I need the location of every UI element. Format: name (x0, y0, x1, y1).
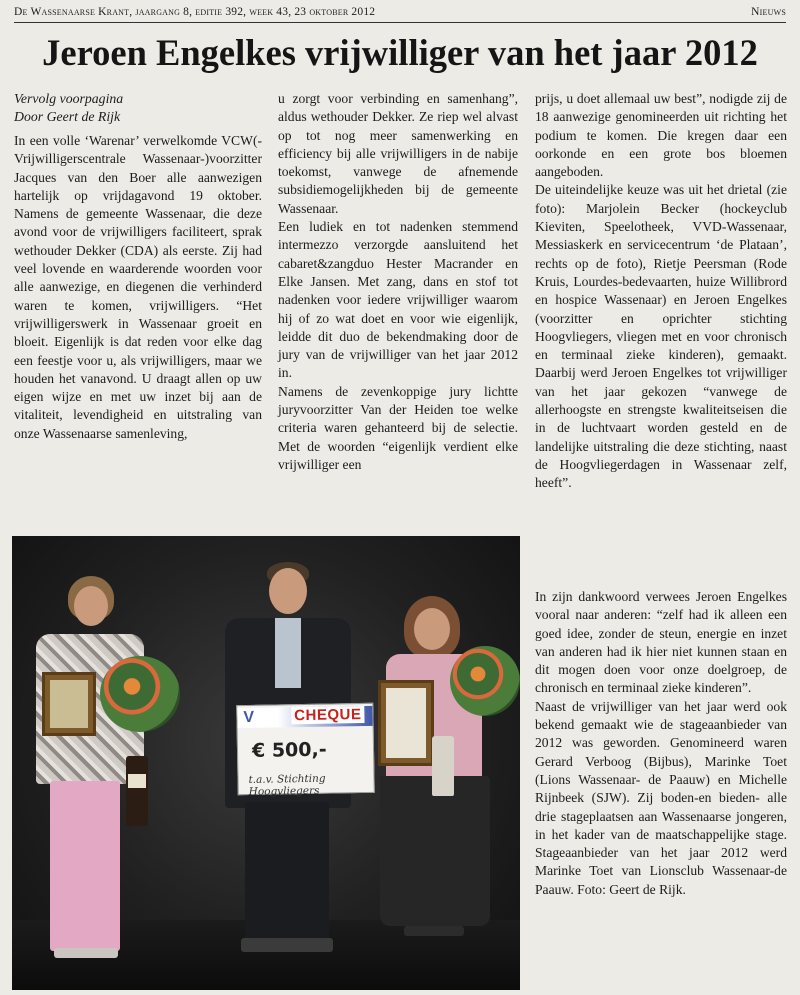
face (269, 568, 307, 614)
shoes (241, 938, 333, 952)
paragraph: In zijn dankwoord verwees Jeroen Engelkes vooral naar anderen: “zelf had ik alleen een goed idee, zonder de steun, energie en inzet van anderen had ik hier niet kunnen staan en dit mogen doen voor onze doelgroep, de chronisch en terminaal zieke kinderen”. (535, 589, 787, 696)
paragraph: u zorgt voor verbinding en samenhang”, aldus wethouder Dekker. Ze riep wel alvast op tot nog meer samenwerking en efficiency bij alle vrijwilligers in de nabije toekomst, vanwege de afnemende subsidiemogelijkheden bij de gemeente Wassenaar. (278, 91, 518, 216)
byline-author: Door Geert de Rijk (14, 109, 121, 124)
cheque-logo-icon: V (243, 708, 255, 727)
face (414, 608, 450, 650)
byline (14, 90, 262, 126)
cheque-amount: € 500,- (251, 738, 327, 762)
shirt (275, 618, 301, 688)
trousers (245, 802, 329, 942)
cheque-board (236, 703, 375, 798)
wine-bottle (126, 756, 148, 826)
article-photo (12, 536, 520, 990)
column-3-continued (535, 588, 787, 899)
flower-bouquet (100, 656, 180, 732)
certificate-frame (378, 680, 434, 766)
column-3 (535, 90, 787, 493)
masthead-publication: De Wassenaarse Krant, jaargang 8, editie 392, week 43, 23 oktober 2012 (14, 6, 376, 18)
trousers (50, 781, 120, 951)
cheque-title: CHEQUE (291, 706, 364, 724)
masthead (14, 6, 786, 23)
paragraph: prijs, u doet allemaal uw best”, nodigde zij de 18 aanwezige genomineerden uit richting het podium te komen. Die kregen daar een oorkonde en een grote bos bloemen aangeboden. (535, 91, 787, 180)
flower-bouquet (450, 646, 520, 716)
paragraph: Een ludiek en tot nadenken stemmend intermezzo verzorgde aansluitend het cabaret&zangduo Hester Macrander en Elke Jansen. Met zang, dans en stof tot nadenken voor iedere vrijwilliger waarom hij of zo wat doet en voor wie eigenlijk, leidde dit duo de bekendmaking door de jury van de vrijwilliger van het jaar 2012 in. (278, 219, 518, 381)
skirt (380, 776, 490, 926)
shoes (404, 926, 464, 936)
paragraph: Namens de zevenkoppige jury lichtte juryvoorzitter Van der Heiden toe welke criteria waren gehanteerd bij de selectie. Met de woorden “eigenlijk verdient elke vrijwilliger een (278, 383, 518, 472)
byline-continued: Vervolg voorpagina (14, 91, 124, 106)
paragraph: De uiteindelijke keuze was uit het drietal (zie foto): Marjolein Becker (hockeyclub Kieviten, Speelotheek, VVD-Wassenaar, Messiaskerk en servicecentrum ‘de Plataan’, rechts op de foto), Rietje Peersman (Rode Kruis, Lourdes-bedevaarten, huize Willibrord en hospice Wassenaar) en Jeroen Engelkes (voorzitter en oprichter stichting Hoogvliegers, vliegen met en voor chronisch en terminaal zieke kinderen), gemaakt. Daarbij werd Jeroen Engelkes tot vrijwilliger van het jaar gekozen “vanwege de allerhoogste en strengste kwaliteitseisen die in de luchtvaart worden gesteld en de landelijke uitstraling die deze stichting, naast de Hoogvliegerdagen in Wassenaar zelf, heeft”. (535, 182, 787, 491)
person-right (364, 596, 514, 990)
wine-bottle (432, 736, 454, 796)
person-left (22, 576, 162, 986)
cheque-payee: t.a.v. Stichting Hoogvliegers (248, 772, 326, 798)
certificate-frame (42, 672, 96, 736)
column-2 (278, 90, 518, 474)
masthead-section: Nieuws (751, 6, 786, 18)
column-1 (14, 90, 262, 443)
paragraph: Naast de vrijwilliger van het jaar werd ook bekend gemaakt wie de stageaanbieder van 2012 was geworden. Genomineerd waren Gerard Verboog (Bijbus), Marinke Toet (Lions Wassenaar- de Paauw) en Michelle Rijnbeek (SJW). Zij boden-en bieden- alle drie stageplaatsen aan Wassenaarse jongeren, in het kader van de maatschappelijke stage. Stageaanbieder van het jaar 2012 werd Marinke Toet van Lionsclub Wassenaar-de Paauw. Foto: Geert de Rijk. (535, 698, 787, 897)
face (74, 586, 108, 626)
article-headline: Jeroen Engelkes vrijwilliger van het jaar 2012 (42, 32, 758, 73)
paragraph: In een volle ‘Warenar’ verwelkomde VCW(-Vrijwilligerscentrale Wassenaar-)voorzitter Jacques van den Boer alle aanwezigen hartelijk op vrijdagavond 19 oktober. Namens de gemeente Wassenaar, die deze avond voor de vrijwilligers faciliteert, sprak wethouder Dekker (CDA) als eerste. Zij had veel lovende en waarderende woorden voor alle aanwezige, en diegenen die verhinderd waren te komen, vrijwilligers. “Het vrijwilligerswerk in Wassenaar groeit en bloeit. Eigenlijk is dat reden voor elke dag een feestje voor u, als vrijwilligers, maar we houden het vanavond. U draagt allen op uw eigen wijze en met uw inzet bij aan de vitaliteit, levendigheid en uitstraling van onze Wassenaarse samenleving, (14, 133, 262, 441)
shoes (54, 948, 118, 958)
